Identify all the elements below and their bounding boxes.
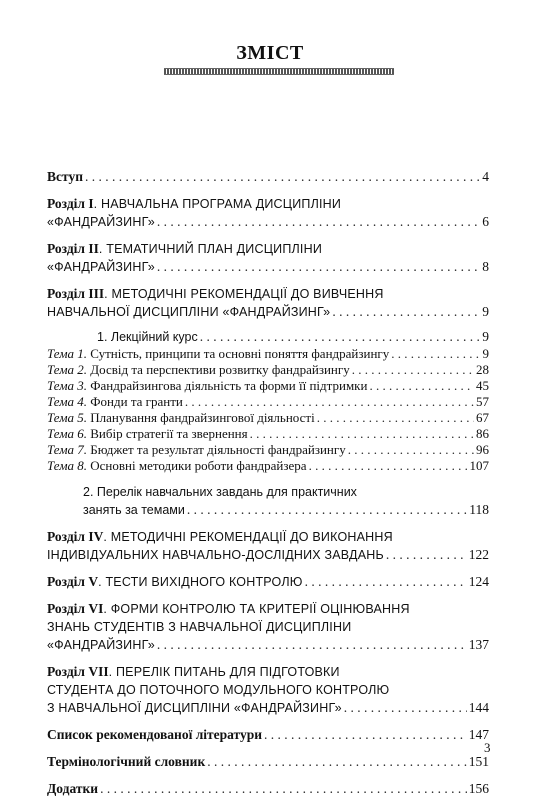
toc-label: Розділ I (47, 196, 94, 211)
toc-entry-rozdil-3[interactable] (47, 285, 489, 321)
toc-entry-slovnyk[interactable] (47, 753, 489, 771)
toc-text: . НАВЧАЛЬНА ПРОГРАМА ДИСЦИПЛІНИ (93, 197, 342, 211)
toc-entry-tema-2[interactable] (47, 362, 489, 378)
leader-dots (369, 378, 474, 394)
toc-text: . ТЕМАТИЧНИЙ ПЛАН ДИСЦИПЛІНИ (98, 242, 323, 256)
toc-label: Розділ VI (47, 601, 104, 616)
toc-entry-rozdil-6[interactable] (47, 600, 489, 654)
toc-page: 156 (468, 781, 489, 796)
tema-label: Тема 8. (47, 458, 88, 473)
toc-text: 2. Перелік навчальних завдань для практичних (83, 485, 357, 499)
leader-dots (200, 328, 481, 346)
toc-page: 9 (482, 346, 489, 361)
leader-dots (317, 410, 474, 426)
toc-entry-rozdil-7[interactable] (47, 663, 489, 717)
toc-text: З НАВЧАЛЬНОЇ ДИСЦИПЛІНИ «ФАНДРАЙЗИНГ» (47, 701, 342, 715)
toc-entry-tema-1[interactable] (47, 346, 489, 362)
leader-dots (264, 726, 467, 744)
leader-dots (207, 753, 467, 771)
toc-page: 147 (468, 727, 489, 742)
leader-dots (100, 780, 467, 798)
toc-text: . ПЕРЕЛІК ПИТАНЬ ДЛЯ ПІДГОТОВКИ (108, 665, 340, 679)
toc-entry-tema-5[interactable] (47, 410, 489, 426)
toc-text: «ФАНДРАЙЗИНГ» (47, 638, 155, 652)
leader-dots (352, 362, 474, 378)
leader-dots (309, 458, 468, 474)
toc-entry-rozdil-1[interactable] (47, 195, 489, 231)
toc-text: . МЕТОДИЧНІ РЕКОМЕНДАЦІЇ ДО ВИВЧЕННЯ (104, 287, 384, 301)
table-of-contents (47, 168, 489, 798)
tema-text: Фонди та гранти (87, 394, 183, 409)
toc-page: 137 (468, 637, 489, 652)
toc-page: 28 (476, 362, 489, 377)
toc-text: «ФАНДРАЙЗИНГ» (47, 260, 155, 274)
toc-page: 86 (476, 426, 489, 441)
toc-text: . ФОРМИ КОНТРОЛЮ ТА КРИТЕРІЇ ОЦІНЮВАННЯ (103, 602, 410, 616)
leader-dots (305, 573, 467, 591)
leader-dots (187, 501, 467, 519)
toc-page: 57 (476, 394, 489, 409)
tema-label: Тема 3. (47, 378, 88, 393)
leader-dots (185, 394, 474, 410)
toc-page: 118 (469, 502, 489, 517)
tema-label: Тема 2. (47, 362, 88, 377)
toc-label: Вступ (47, 169, 83, 184)
tema-label: Тема 6. (47, 426, 88, 441)
tema-text: Бюджет та результат діяльності фандрайзингу (87, 442, 346, 457)
leader-dots (391, 346, 480, 362)
tema-text: Вибір стратегії та звернення (87, 426, 248, 441)
toc-text: ІНДИВІДУАЛЬНИХ НАВЧАЛЬНО-ДОСЛІДНИХ ЗАВДАНЬ (47, 548, 384, 562)
leader-dots (85, 168, 480, 186)
toc-text: «ФАНДРАЙЗИНГ» (47, 215, 155, 229)
page-number: 3 (484, 740, 491, 755)
leader-dots (250, 426, 474, 442)
leader-dots (386, 546, 467, 564)
toc-page: 107 (469, 458, 489, 473)
tema-label: Тема 7. (47, 442, 88, 457)
toc-entry-rozdil-4[interactable] (47, 528, 489, 564)
page-title: ЗМІСТ (236, 42, 304, 64)
toc-entry-rozdil-5[interactable] (47, 573, 489, 591)
toc-page: 144 (468, 700, 489, 715)
toc-entry-tema-8[interactable] (47, 458, 489, 474)
toc-entry-tema-6[interactable] (47, 426, 489, 442)
tema-text: Планування фандрайзингової діяльності (87, 410, 315, 425)
toc-label: Список рекомендованої літератури (47, 727, 263, 742)
toc-text: 1. Лекційний курс (97, 330, 198, 344)
toc-text: . МЕТОДИЧНІ РЕКОМЕНДАЦІЇ ДО ВИКОНАННЯ (103, 530, 393, 544)
toc-text: СТУДЕНТА ДО ПОТОЧНОГО МОДУЛЬНОГО КОНТРОЛЮ (47, 683, 390, 697)
toc-entry-praktychni[interactable] (47, 483, 489, 519)
tema-label: Тема 5. (47, 410, 88, 425)
leader-dots (344, 699, 467, 717)
tema-text: Досвід та перспективи розвитку фандрайзингу (87, 362, 350, 377)
toc-label: Розділ VII (47, 664, 109, 679)
leader-dots (157, 258, 480, 276)
toc-page: 124 (468, 574, 489, 589)
tema-text: Основні методики роботи фандрайзера (87, 458, 307, 473)
toc-text: занять за темами (83, 503, 185, 517)
toc-page: 6 (482, 214, 489, 229)
toc-label: Розділ II (47, 241, 99, 256)
toc-entry-tema-3[interactable] (47, 378, 489, 394)
toc-page: 151 (468, 754, 489, 769)
toc-page: 9 (482, 329, 489, 344)
toc-entry-dodatky[interactable] (47, 780, 489, 798)
toc-entry-vstup[interactable] (47, 168, 489, 186)
toc-entry-literatura[interactable] (47, 726, 489, 744)
toc-label: Термінологічний словник (47, 754, 206, 769)
toc-page: 9 (482, 304, 489, 319)
toc-text: . ТЕСТИ ВИХІДНОГО КОНТРОЛЮ (98, 575, 303, 589)
leader-dots (157, 636, 467, 654)
toc-entry-tema-7[interactable] (47, 442, 489, 458)
leader-dots (348, 442, 474, 458)
tema-text: Сутність, принципи та основні поняття фандрайзингу (87, 346, 390, 361)
toc-label: Додатки (47, 781, 99, 796)
toc-entry-tema-4[interactable] (47, 394, 489, 410)
toc-page: 4 (482, 169, 489, 184)
tema-label: Тема 4. (47, 394, 88, 409)
toc-page: 45 (476, 378, 489, 393)
toc-label: Розділ IV (47, 529, 104, 544)
tema-text: Фандрайзингова діяльність та форми її підтримки (87, 378, 368, 393)
toc-entry-lektsiinyi-kurs[interactable] (47, 328, 489, 346)
leader-dots (332, 303, 480, 321)
leader-dots (157, 213, 480, 231)
toc-text: ЗНАНЬ СТУДЕНТІВ З НАВЧАЛЬНОЇ ДИСЦИПЛІНИ (47, 620, 352, 634)
toc-label: Розділ III (47, 286, 105, 301)
toc-label: Розділ V (47, 574, 99, 589)
toc-text: НАВЧАЛЬНОЇ ДИСЦИПЛІНИ «ФАНДРАЙЗИНГ» (47, 305, 331, 319)
toc-page: 96 (476, 442, 489, 457)
title-underline (164, 68, 394, 75)
tema-label: Тема 1. (47, 346, 88, 361)
toc-page: 67 (476, 410, 489, 425)
toc-entry-rozdil-2[interactable] (47, 240, 489, 276)
toc-page: 122 (468, 547, 489, 562)
toc-page: 8 (482, 259, 489, 274)
